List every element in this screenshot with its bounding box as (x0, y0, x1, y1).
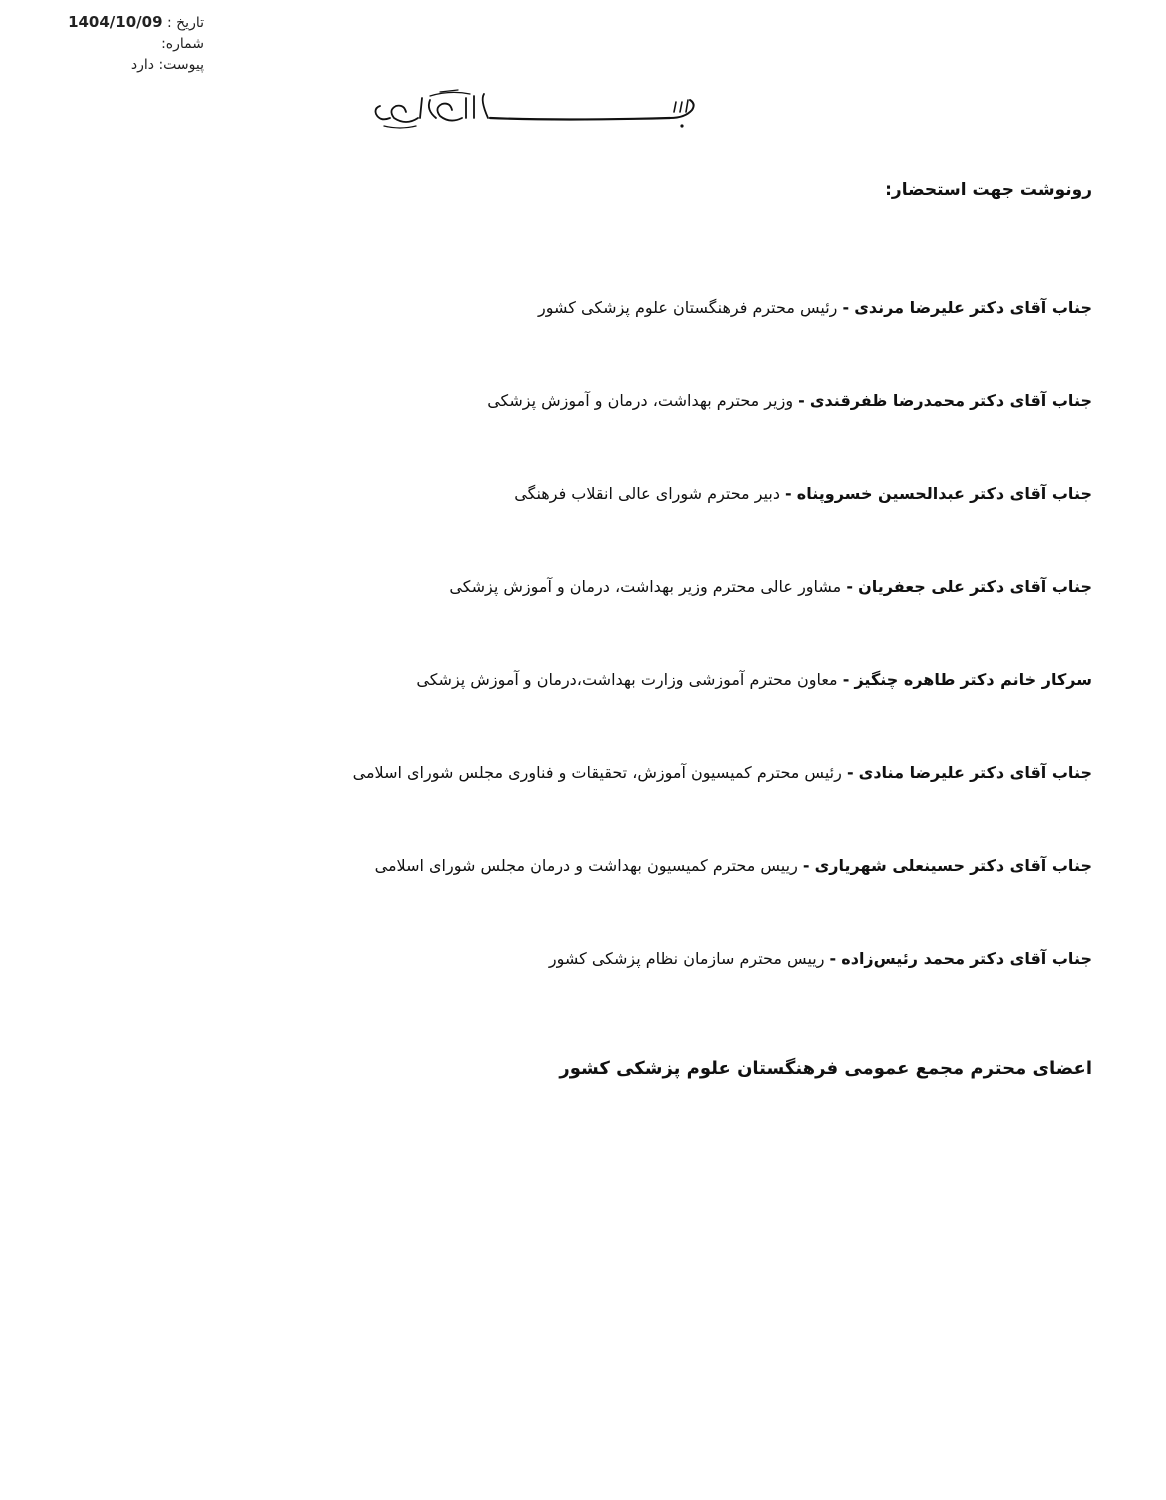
recipient-honorific: جناب آقای دکتر (970, 391, 1092, 410)
recipient-name: علیرضا مرندی (854, 298, 965, 317)
date-row (44, 12, 204, 34)
recipient-separator: - (798, 391, 805, 410)
recipient-title: رئیس محترم کمیسیون آموزش، تحقیقات و فناوری مجلس شورای اسلامی (352, 763, 842, 782)
recipient-line (92, 759, 1092, 852)
recipient-separator: - (802, 856, 810, 875)
recipient-title: وزیر محترم بهداشت، درمان و آموزش پزشکی (487, 391, 794, 410)
recipient-title: معاون محترم آموزشی وزارت بهداشت،درمان و آموزش پزشکی (416, 670, 838, 689)
recipient-title: دبیر محترم شورای عالی انقلاب فرهنگی (514, 484, 780, 503)
recipient-honorific: جناب آقای دکتر (970, 577, 1092, 596)
recipient-separator: - (846, 763, 854, 782)
recipient-line (92, 294, 1092, 387)
recipient-name: حسینعلی شهریاری (814, 856, 965, 875)
recipient-line (92, 573, 1092, 666)
recipient-honorific: جناب آقای دکتر (970, 856, 1092, 875)
recipient-line (92, 480, 1092, 573)
recipient-name: علیرضا منادی (858, 763, 965, 782)
recipient-separator: - (829, 949, 837, 968)
recipient-honorific: جناب آقای دکتر (970, 484, 1092, 503)
recipient-title: مشاور عالی محترم وزیر بهداشت، درمان و آموزش پزشکی (449, 577, 842, 596)
date-value: 1404/10/09 (68, 13, 163, 31)
attachment-label: پیوست: (158, 57, 204, 73)
recipient-separator: - (842, 298, 850, 317)
recipient-honorific: سرکار خانم دکتر (960, 670, 1092, 689)
recipient-name: عبدالحسین خسروپناه (796, 484, 965, 503)
recipient-title: رییس محترم سازمان نظام پزشکی کشور (548, 949, 825, 968)
cc-heading: رونوشت جهت استحضار: (885, 180, 1092, 200)
recipient-title: رییس محترم کمیسیون بهداشت و درمان مجلس شورای اسلامی (374, 856, 798, 875)
date-label: تاریخ : (166, 15, 204, 31)
recipient-line (92, 387, 1092, 480)
number-row (44, 34, 204, 55)
number-label: شماره: (161, 36, 204, 52)
recipient-honorific: جناب آقای دکتر (970, 949, 1092, 968)
recipient-separator: - (785, 484, 792, 503)
recipient-name: محمد رئیس‌زاده (841, 949, 965, 968)
closing-line: اعضای محترم مجمع عمومی فرهنگستان علوم پزشکی کشور (559, 1058, 1092, 1079)
recipient-name: علی جعفریان (858, 577, 965, 596)
letter-meta (44, 12, 204, 76)
recipient-title: رئیس محترم فرهنگستان علوم پزشکی کشور (538, 298, 838, 317)
basmala-calligraphy (370, 88, 710, 132)
recipient-line (92, 945, 1092, 1038)
recipient-separator: - (842, 670, 850, 689)
recipient-line (92, 852, 1092, 945)
recipient-line (92, 666, 1092, 759)
recipient-list (92, 294, 1092, 1038)
recipient-separator: - (846, 577, 853, 596)
recipient-honorific: جناب آقای دکتر (970, 763, 1092, 782)
attachment-row (44, 55, 204, 76)
recipient-name: طاهره چنگیز (854, 670, 956, 689)
recipient-name: محمدرضا ظفرقندی (809, 391, 965, 410)
attachment-value: دارد (130, 57, 154, 73)
recipient-honorific: جناب آقای دکتر (970, 298, 1092, 317)
